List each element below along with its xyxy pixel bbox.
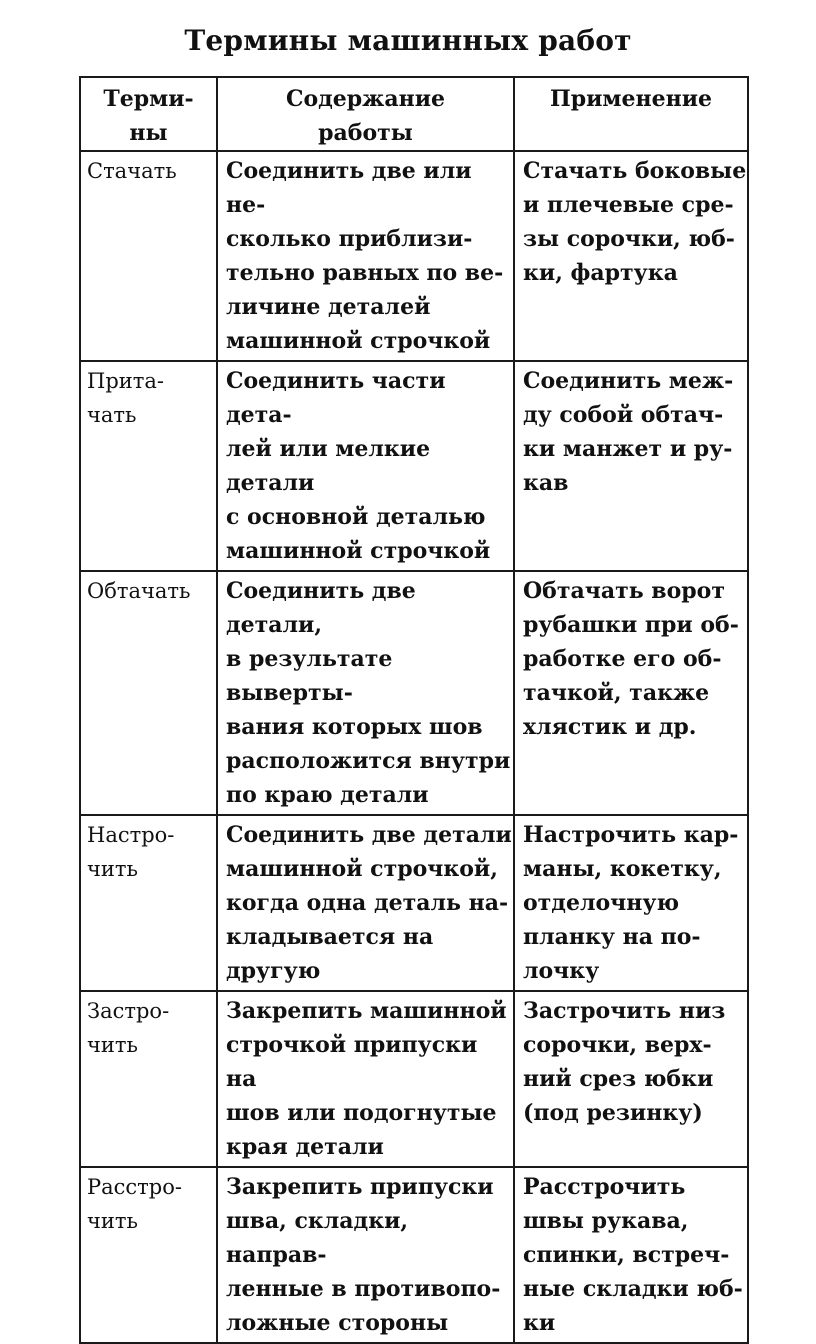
page-title: Термины машинных работ — [184, 24, 632, 57]
table-row — [80, 361, 748, 571]
content-cell: Соединить две или не- сколько приблизи- тельно равных по ве- личине деталей машинной строчкой — [217, 151, 514, 361]
term-cell: Стачать — [80, 151, 217, 361]
content-cell: Соединить две детали машинной строчкой, когда одна деталь на- кладывается на другую — [217, 815, 514, 991]
term-cell: Застро- чить — [80, 991, 217, 1167]
content-cell: Закрепить припуски шва, складки, направ- ленные в противопо- ложные стороны — [217, 1167, 514, 1343]
header-terms: Терми- ны — [80, 77, 217, 151]
table-row — [80, 151, 748, 361]
content-cell: Соединить части дета- лей или мелкие детали с основной деталью машинной строчкой — [217, 361, 514, 571]
usage-cell: Застрочить низ сорочки, верх- ний срез юбки (под резинку) — [514, 991, 748, 1167]
table-row — [80, 991, 748, 1167]
table-header-row — [80, 77, 748, 151]
content-cell: Закрепить машинной строчкой припуски на шов или подогнутые края детали — [217, 991, 514, 1167]
header-usage: Применение — [514, 77, 748, 151]
usage-cell: Обтачать ворот рубашки при об- работке его об- тачкой, также хлястик и др. — [514, 571, 748, 815]
content-cell: Соединить две детали, в результате выверты- вания которых шов расположится внутри по краю детали — [217, 571, 514, 815]
usage-cell: Расстрочить швы рукава, спинки, встреч- ные складки юб- ки — [514, 1167, 748, 1343]
table-row — [80, 571, 748, 815]
table-row — [80, 1167, 748, 1343]
table-row — [80, 815, 748, 991]
term-cell: Обтачать — [80, 571, 217, 815]
usage-cell: Настрочить кар- маны, кокетку, отделочную планку на по- лочку — [514, 815, 748, 991]
usage-cell: Стачать боковые и плечевые сре- зы сорочки, юб- ки, фартука — [514, 151, 748, 361]
term-cell: Прита- чать — [80, 361, 217, 571]
terms-table — [79, 76, 749, 1344]
term-cell: Настро- чить — [80, 815, 217, 991]
header-content: Содержание работы — [217, 77, 514, 151]
term-cell: Расстро- чить — [80, 1167, 217, 1343]
usage-cell: Соединить меж- ду собой обтач- ки манжет и ру- кав — [514, 361, 748, 571]
